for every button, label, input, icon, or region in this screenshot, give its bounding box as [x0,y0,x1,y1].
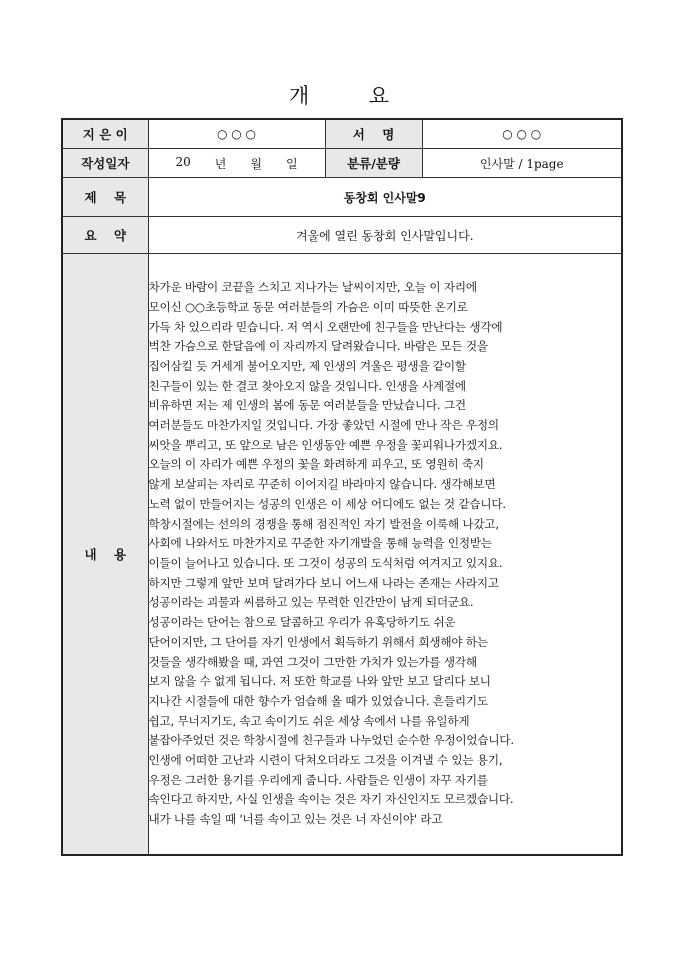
signature-value: ○ ○ ○ [422,119,622,149]
date-value [148,149,325,178]
content-line: 지나간 시절들에 대한 향수가 엄습해 올 때가 있었습니다. 흔들리기도 [148,693,488,708]
date-year-unit: 년 [214,156,227,171]
content-line: 것들을 생각해봤을 때, 과연 그것이 그만한 가치가 있는가를 생각해 [148,654,477,669]
content-line: 여러분들도 마찬가지일 것입니다. 가장 좋았던 시절에 만나 작은 우정의 [148,418,499,433]
subject-label: 제 목 [62,178,148,217]
content-line: 이들이 늘어나고 있습니다. 또 그것이 성공의 도식처럼 여겨지고 있지요. [148,556,503,570]
content-line: 친구들이 있는 한 결코 찾아오지 않을 것입니다. 인생을 사계절에 [148,378,466,393]
content-line: 학창시절에는 선의의 경쟁을 통해 점진적인 자기 발전을 이룩해 나갔고, [148,516,499,531]
content-line: 사회에 나와서도 마찬가지로 꾸준한 자기개발을 통해 능력을 인정받는 [148,536,492,551]
category-label: 분류/분량 [325,149,422,178]
category-value: 인사말 / 1page [422,149,622,178]
content-line: 하지만 그렇게 앞만 보며 달려가다 보니 어느새 나라는 존재는 사라지고 [148,575,499,590]
content-line: 가득 차 있으리라 믿습니다. 저 역시 오랜만에 친구들을 만난다는 생각에 [148,319,503,334]
content-line: 붙잡아주었던 것은 학창시절에 친구들과 나누었던 순수한 우정이었습니다. [148,733,514,748]
content-line: 노력 없이 만들어지는 성공의 인생은 이 세상 어디에도 없는 것 같습니다. [148,496,506,511]
content-line: 벅찬 가슴으로 한달음에 이 자리까지 달려왔습니다. 바람은 모든 것을 [148,339,488,354]
content-line: 성공이라는 괴물과 씨름하고 있는 무력한 인간만이 남게 되더군요. [148,595,474,610]
author-value: ○ ○ ○ [148,119,325,149]
content-line: 속인다고 하지만, 사실 인생을 속이는 것은 자기 자신인지도 모르겠습니다. [148,792,514,807]
content-line: 우정은 그러한 용기를 우리에게 줍니다. 사람들은 인생이 자꾸 자기를 [148,772,488,787]
content-line: 비유하면 저는 제 인생의 봄에 동문 여러분들을 만났습니다. 그건 [148,398,466,413]
content-line: 내가 나를 속일 때 '너를 속이고 있는 것은 너 자신이야' 라고 [148,812,443,827]
content-body [148,254,622,856]
signature-label: 서 명 [325,119,422,149]
content-line: 단어이지만, 그 단어를 자기 인생에서 획득하기 위해서 희생해야 하는 [148,634,488,649]
date-year: 20 [175,154,191,169]
content-line: 오늘의 이 자리가 예쁜 우정의 꽃을 화려하게 피우고, 또 영원히 죽지 [148,457,484,472]
author-label: 지 은 이 [62,119,148,149]
content-line: 성공이라는 단어는 참으로 달콤하고 우리가 유혹당하기도 쉬운 [148,615,456,630]
date-day-unit: 일 [285,156,298,171]
content-line: 집어삼킬 듯 거세게 불어오지만, 제 인생의 겨울은 평생을 같이할 [148,358,466,373]
content-line: 않게 보살피는 자리로 꾸준히 이어지길 바라마지 않습니다. 생각해보면 [148,477,496,492]
content-line: 쉽고, 무너지기도, 속고 속이기도 쉬운 세상 속에서 나를 유일하게 [148,713,470,728]
content-line: 인생에 어떠한 고난과 시련이 닥쳐오더라도 그것을 이겨낼 수 있는 용기, [148,753,503,768]
summary-value: 겨울에 열린 동창회 인사말입니다. [148,217,622,254]
content-line: 보지 않을 수 없게 됩니다. 저 또한 학교를 나와 앞만 보고 달리다 보니 [148,674,491,689]
page-title-char-1: 개 [289,84,312,108]
content-line: 모이신 ○○초등학교 동문 여러분들의 가슴은 이미 따뜻한 온기로 [148,299,468,314]
date-label: 작성일자 [62,149,148,178]
content-line: 씨앗을 뿌리고, 또 앞으로 남은 인생동안 예쁜 우정을 꽃피워나가겠지요. [148,437,503,452]
summary-form-table [61,118,623,856]
subject-value: 동창회 인사말9 [148,178,622,217]
content-line: 차가운 바람이 코끝을 스치고 지나가는 날씨이지만, 오늘 이 자리에 [148,280,477,295]
summary-label: 요 약 [62,217,148,254]
page-title-char-2: 요 [368,84,391,108]
content-label: 내 용 [62,254,148,856]
date-month-unit: 월 [250,156,262,171]
page-title [0,80,680,110]
